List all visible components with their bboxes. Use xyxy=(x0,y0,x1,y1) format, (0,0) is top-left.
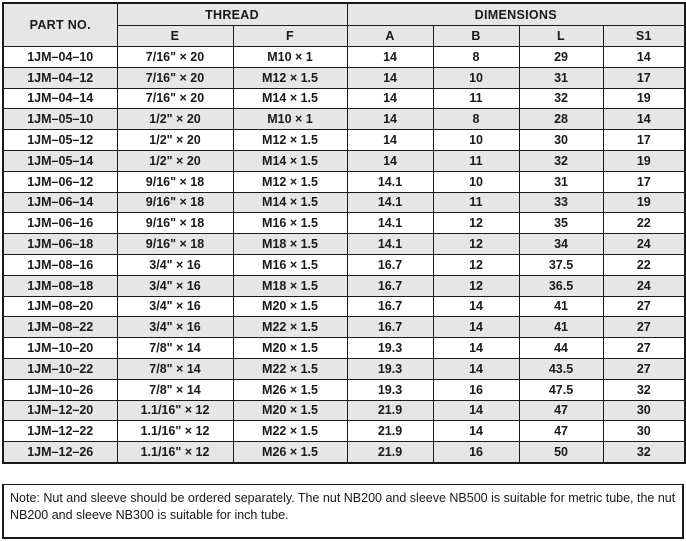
cell-dim-b: 10 xyxy=(433,130,519,151)
header-col-s1: S1 xyxy=(603,26,685,47)
cell-thread-e: 1/2" × 20 xyxy=(117,150,233,171)
cell-thread-f: M14 × 1.5 xyxy=(233,150,347,171)
cell-dim-b: 16 xyxy=(433,379,519,400)
cell-dim-l: 37.5 xyxy=(519,254,603,275)
cell-thread-e: 7/8" × 14 xyxy=(117,358,233,379)
cell-thread-f: M22 × 1.5 xyxy=(233,317,347,338)
cell-dim-b: 11 xyxy=(433,150,519,171)
cell-thread-e: 3/4" × 16 xyxy=(117,254,233,275)
cell-dim-s1: 24 xyxy=(603,275,685,296)
table-row xyxy=(3,192,685,213)
cell-dim-a: 19.3 xyxy=(347,338,433,359)
cell-dim-s1: 30 xyxy=(603,400,685,421)
cell-dim-l: 31 xyxy=(519,67,603,88)
cell-thread-e: 3/4" × 16 xyxy=(117,296,233,317)
cell-dim-b: 10 xyxy=(433,171,519,192)
cell-thread-f: M12 × 1.5 xyxy=(233,67,347,88)
cell-thread-e: 7/16" × 20 xyxy=(117,88,233,109)
cell-dim-a: 14.1 xyxy=(347,192,433,213)
cell-dim-l: 35 xyxy=(519,213,603,234)
cell-dim-s1: 27 xyxy=(603,358,685,379)
cell-dim-a: 14 xyxy=(347,47,433,68)
cell-dim-b: 11 xyxy=(433,88,519,109)
cell-dim-b: 14 xyxy=(433,421,519,442)
table-row xyxy=(3,379,685,400)
header-row-groups xyxy=(3,3,685,26)
cell-part-no: 1JM–06–14 xyxy=(3,192,117,213)
header-col-l: L xyxy=(519,26,603,47)
cell-dim-l: 29 xyxy=(519,47,603,68)
cell-part-no: 1JM–05–12 xyxy=(3,130,117,151)
cell-thread-e: 9/16" × 18 xyxy=(117,171,233,192)
cell-dim-a: 16.7 xyxy=(347,296,433,317)
cell-thread-f: M10 × 1 xyxy=(233,47,347,68)
table-body xyxy=(3,47,685,463)
cell-dim-a: 19.3 xyxy=(347,358,433,379)
table-row xyxy=(3,109,685,130)
cell-part-no: 1JM–12–22 xyxy=(3,421,117,442)
cell-thread-e: 7/16" × 20 xyxy=(117,47,233,68)
cell-dim-l: 36.5 xyxy=(519,275,603,296)
cell-dim-s1: 17 xyxy=(603,171,685,192)
cell-dim-s1: 22 xyxy=(603,213,685,234)
cell-thread-f: M22 × 1.5 xyxy=(233,421,347,442)
cell-thread-e: 9/16" × 18 xyxy=(117,192,233,213)
cell-dim-a: 14 xyxy=(347,67,433,88)
cell-part-no: 1JM–12–20 xyxy=(3,400,117,421)
table-row xyxy=(3,400,685,421)
cell-dim-b: 14 xyxy=(433,296,519,317)
table-row xyxy=(3,421,685,442)
cell-thread-e: 7/8" × 14 xyxy=(117,379,233,400)
cell-dim-s1: 17 xyxy=(603,130,685,151)
header-part-no: PART NO. xyxy=(3,3,117,47)
cell-dim-a: 19.3 xyxy=(347,379,433,400)
cell-thread-e: 7/16" × 20 xyxy=(117,67,233,88)
cell-thread-f: M20 × 1.5 xyxy=(233,400,347,421)
table-row xyxy=(3,171,685,192)
cell-dim-a: 14.1 xyxy=(347,171,433,192)
cell-thread-e: 1.1/16" × 12 xyxy=(117,400,233,421)
cell-dim-l: 47 xyxy=(519,421,603,442)
cell-dim-s1: 14 xyxy=(603,47,685,68)
table-row xyxy=(3,213,685,234)
cell-dim-a: 21.9 xyxy=(347,421,433,442)
cell-part-no: 1JM–06–18 xyxy=(3,234,117,255)
cell-part-no: 1JM–08–22 xyxy=(3,317,117,338)
cell-dim-l: 32 xyxy=(519,88,603,109)
cell-part-no: 1JM–06–16 xyxy=(3,213,117,234)
cell-dim-s1: 32 xyxy=(603,379,685,400)
cell-part-no: 1JM–08–20 xyxy=(3,296,117,317)
cell-dim-b: 14 xyxy=(433,317,519,338)
cell-part-no: 1JM–08–18 xyxy=(3,275,117,296)
cell-dim-l: 47 xyxy=(519,400,603,421)
cell-thread-e: 3/4" × 16 xyxy=(117,275,233,296)
cell-thread-f: M12 × 1.5 xyxy=(233,171,347,192)
cell-part-no: 1JM–06–12 xyxy=(3,171,117,192)
header-col-e: E xyxy=(117,26,233,47)
cell-dim-s1: 17 xyxy=(603,67,685,88)
cell-dim-b: 16 xyxy=(433,442,519,463)
cell-dim-s1: 27 xyxy=(603,296,685,317)
cell-dim-s1: 32 xyxy=(603,442,685,463)
cell-dim-s1: 27 xyxy=(603,317,685,338)
spec-sheet xyxy=(2,2,684,539)
cell-dim-s1: 19 xyxy=(603,88,685,109)
header-dimensions: DIMENSIONS xyxy=(347,3,685,26)
cell-thread-f: M14 × 1.5 xyxy=(233,192,347,213)
cell-dim-a: 14 xyxy=(347,130,433,151)
cell-part-no: 1JM–10–22 xyxy=(3,358,117,379)
cell-thread-e: 1/2" × 20 xyxy=(117,109,233,130)
cell-dim-l: 34 xyxy=(519,234,603,255)
cell-part-no: 1JM–04–14 xyxy=(3,88,117,109)
cell-part-no: 1JM–04–12 xyxy=(3,67,117,88)
table-row xyxy=(3,338,685,359)
cell-dim-b: 11 xyxy=(433,192,519,213)
table-row xyxy=(3,358,685,379)
cell-thread-e: 9/16" × 18 xyxy=(117,234,233,255)
cell-dim-s1: 24 xyxy=(603,234,685,255)
cell-thread-e: 9/16" × 18 xyxy=(117,213,233,234)
cell-dim-s1: 22 xyxy=(603,254,685,275)
cell-dim-l: 41 xyxy=(519,317,603,338)
cell-dim-b: 14 xyxy=(433,338,519,359)
cell-dim-b: 8 xyxy=(433,109,519,130)
table-row xyxy=(3,296,685,317)
cell-dim-b: 12 xyxy=(433,213,519,234)
cell-thread-f: M18 × 1.5 xyxy=(233,234,347,255)
cell-dim-a: 16.7 xyxy=(347,317,433,338)
cell-part-no: 1JM–05–14 xyxy=(3,150,117,171)
cell-dim-a: 14 xyxy=(347,88,433,109)
cell-thread-f: M12 × 1.5 xyxy=(233,130,347,151)
cell-dim-a: 16.7 xyxy=(347,275,433,296)
cell-dim-l: 33 xyxy=(519,192,603,213)
cell-thread-e: 1.1/16" × 12 xyxy=(117,442,233,463)
cell-dim-s1: 27 xyxy=(603,338,685,359)
cell-thread-f: M16 × 1.5 xyxy=(233,213,347,234)
header-col-f: F xyxy=(233,26,347,47)
cell-thread-f: M26 × 1.5 xyxy=(233,379,347,400)
cell-dim-l: 41 xyxy=(519,296,603,317)
cell-dim-l: 30 xyxy=(519,130,603,151)
cell-dim-l: 47.5 xyxy=(519,379,603,400)
cell-dim-b: 12 xyxy=(433,234,519,255)
cell-dim-l: 44 xyxy=(519,338,603,359)
cell-dim-b: 14 xyxy=(433,400,519,421)
cell-dim-a: 14 xyxy=(347,109,433,130)
cell-thread-f: M20 × 1.5 xyxy=(233,338,347,359)
cell-dim-a: 14.1 xyxy=(347,234,433,255)
cell-thread-f: M14 × 1.5 xyxy=(233,88,347,109)
cell-dim-a: 14.1 xyxy=(347,213,433,234)
cell-thread-e: 7/8" × 14 xyxy=(117,338,233,359)
cell-part-no: 1JM–12–26 xyxy=(3,442,117,463)
table-row xyxy=(3,442,685,463)
table-row xyxy=(3,254,685,275)
table-row xyxy=(3,130,685,151)
cell-thread-f: M10 × 1 xyxy=(233,109,347,130)
cell-dim-s1: 19 xyxy=(603,192,685,213)
cell-part-no: 1JM–08–16 xyxy=(3,254,117,275)
cell-dim-s1: 14 xyxy=(603,109,685,130)
table-row xyxy=(3,234,685,255)
cell-dim-l: 28 xyxy=(519,109,603,130)
table-row xyxy=(3,67,685,88)
cell-thread-f: M18 × 1.5 xyxy=(233,275,347,296)
cell-dim-b: 10 xyxy=(433,67,519,88)
table-row xyxy=(3,47,685,68)
cell-dim-s1: 30 xyxy=(603,421,685,442)
cell-dim-b: 8 xyxy=(433,47,519,68)
cell-thread-f: M26 × 1.5 xyxy=(233,442,347,463)
cell-thread-e: 1/2" × 20 xyxy=(117,130,233,151)
cell-dim-b: 14 xyxy=(433,358,519,379)
cell-part-no: 1JM–10–26 xyxy=(3,379,117,400)
header-thread: THREAD xyxy=(117,3,347,26)
cell-part-no: 1JM–05–10 xyxy=(3,109,117,130)
cell-dim-a: 21.9 xyxy=(347,400,433,421)
cell-dim-b: 12 xyxy=(433,254,519,275)
fitting-spec-table xyxy=(2,2,686,464)
cell-dim-a: 21.9 xyxy=(347,442,433,463)
cell-thread-f: M16 × 1.5 xyxy=(233,254,347,275)
cell-dim-a: 14 xyxy=(347,150,433,171)
header-col-b: B xyxy=(433,26,519,47)
cell-thread-f: M20 × 1.5 xyxy=(233,296,347,317)
cell-dim-l: 32 xyxy=(519,150,603,171)
table-row xyxy=(3,275,685,296)
cell-dim-l: 31 xyxy=(519,171,603,192)
cell-dim-l: 43.5 xyxy=(519,358,603,379)
cell-thread-f: M22 × 1.5 xyxy=(233,358,347,379)
table-row xyxy=(3,150,685,171)
cell-part-no: 1JM–10–20 xyxy=(3,338,117,359)
header-col-a: A xyxy=(347,26,433,47)
cell-part-no: 1JM–04–10 xyxy=(3,47,117,68)
cell-thread-e: 1.1/16" × 12 xyxy=(117,421,233,442)
cell-dim-s1: 19 xyxy=(603,150,685,171)
table-row xyxy=(3,317,685,338)
table-row xyxy=(3,88,685,109)
cell-dim-a: 16.7 xyxy=(347,254,433,275)
cell-thread-e: 3/4" × 16 xyxy=(117,317,233,338)
order-note: Note: Nut and sleeve should be ordered separately. The nut NB200 and sleeve NB500 is suitable for metric tube, the nut NB200 and sleeve NB300 is suitable for inch tube. xyxy=(2,484,684,539)
cell-dim-l: 50 xyxy=(519,442,603,463)
cell-dim-b: 12 xyxy=(433,275,519,296)
